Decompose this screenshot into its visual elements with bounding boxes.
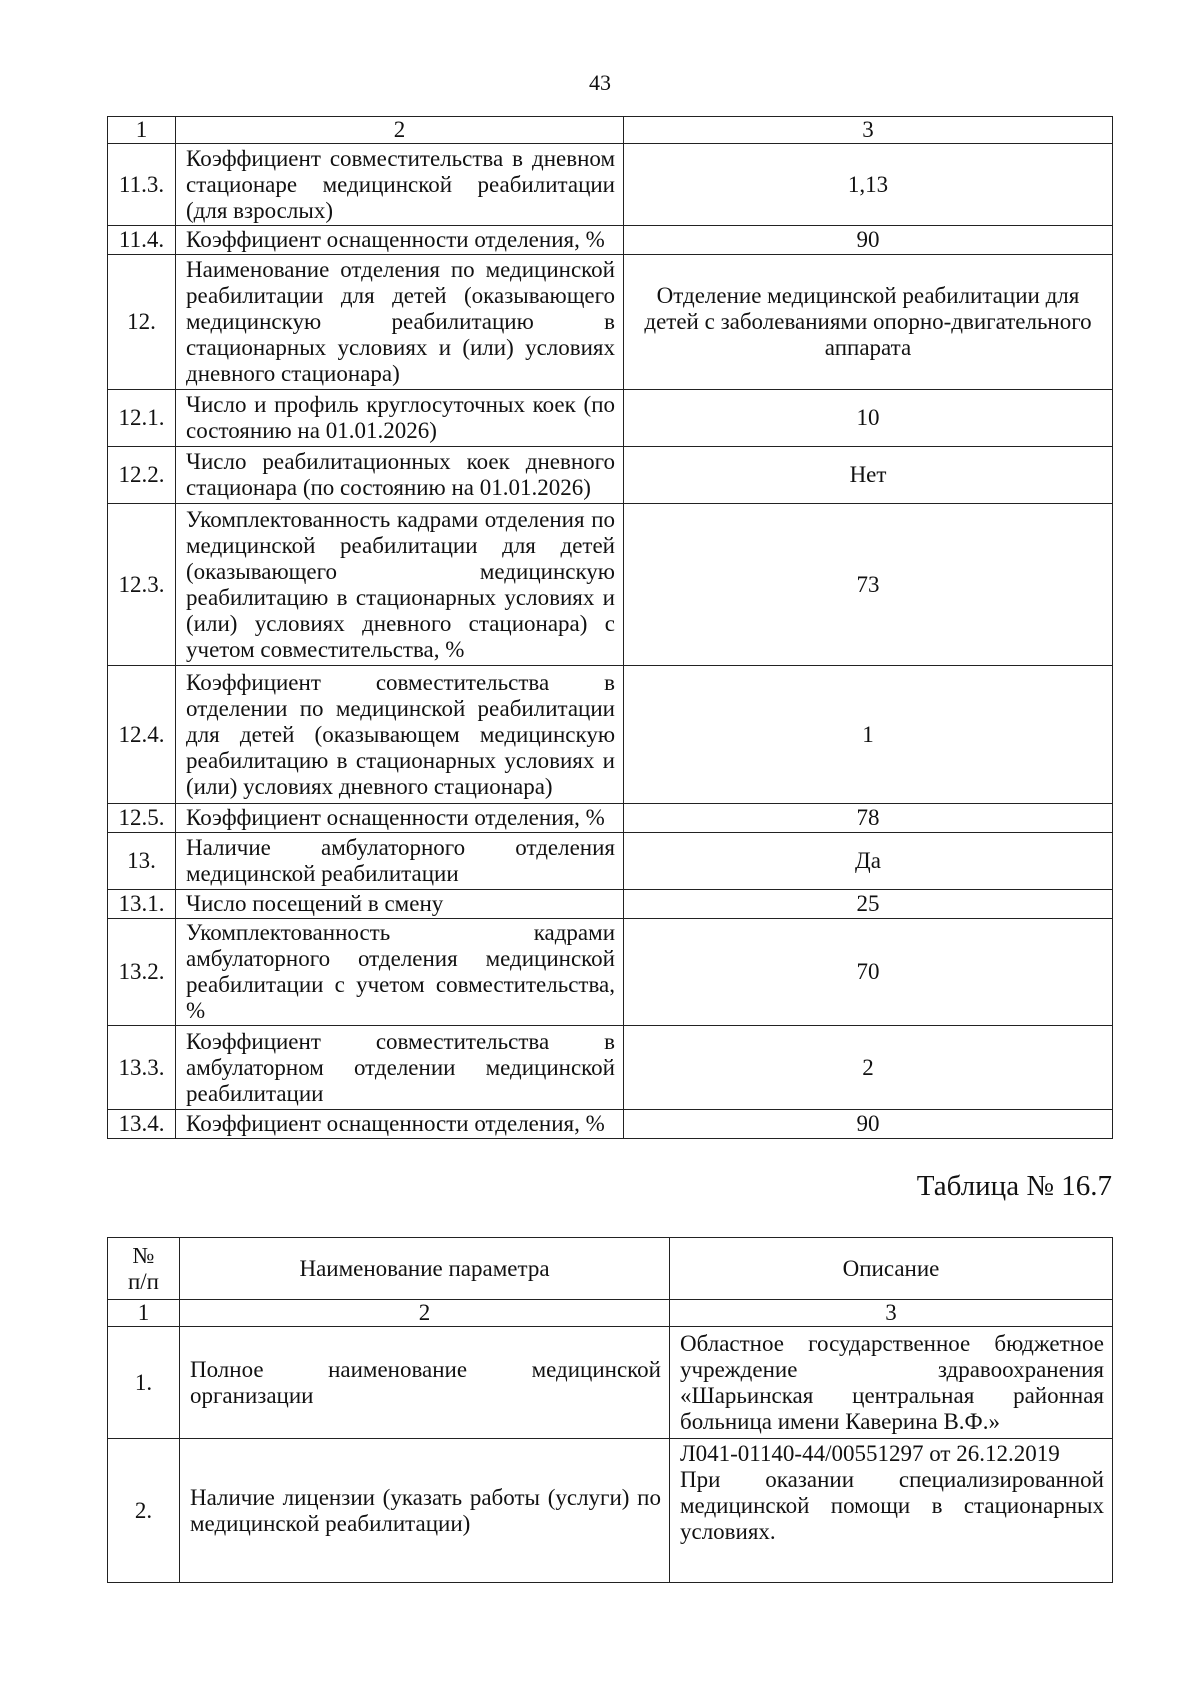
column-header-number: [108, 1238, 180, 1300]
table-row: [108, 504, 1113, 666]
column-header-parameter: Наименование параметра: [180, 1238, 670, 1300]
row-number: 13.: [108, 833, 176, 890]
table-row: [108, 890, 1113, 919]
column-header-description: Описание: [670, 1238, 1113, 1300]
row-value: Да: [624, 833, 1113, 890]
row-number: 12.4.: [108, 666, 176, 804]
column-index-1: 1: [108, 1300, 180, 1327]
row-number: 13.1.: [108, 890, 176, 919]
row-number: 12.3.: [108, 504, 176, 666]
row-value: Отделение медицинской реабилитации для детей с заболеваниями опорно-двигательного аппарата: [624, 255, 1113, 390]
row-value: 70: [624, 919, 1113, 1026]
table-row: [108, 1439, 1113, 1583]
row-parameter: Число реабилитационных коек дневного стационара (по состоянию на 01.01.2026): [176, 447, 624, 504]
column-index-3: 3: [670, 1300, 1113, 1327]
column-index-2: 2: [176, 117, 624, 144]
row-parameter: Наличие лицензии (указать работы (услуги) по медицинской реабилитации): [180, 1439, 670, 1583]
row-parameter: Укомплектованность кадрами амбулаторного отделения медицинской реабилитации с учетом совместительства, %: [176, 919, 624, 1026]
row-value: 10: [624, 390, 1113, 447]
row-number: 13.2.: [108, 919, 176, 1026]
row-parameter: Коэффициент оснащенности отделения, %: [176, 1110, 624, 1139]
table-header-row: [108, 1238, 1113, 1300]
row-number: 11.3.: [108, 144, 176, 226]
parameters-table-continued: [107, 116, 1113, 1139]
row-parameter: Полное наименование медицинской организации: [180, 1327, 670, 1439]
row-parameter: Коэффициент совместительства в амбулаторном отделении медицинской реабилитации: [176, 1026, 624, 1110]
row-value: 90: [624, 1110, 1113, 1139]
table-row: [108, 447, 1113, 504]
license-number: Л041-01140-44/00551297 от 26.12.2019: [680, 1441, 1060, 1466]
row-parameter: Число посещений в смену: [176, 890, 624, 919]
row-value: 1: [624, 666, 1113, 804]
table-row: [108, 1110, 1113, 1139]
table-row: [108, 833, 1113, 890]
page-number: 43: [589, 70, 611, 95]
row-value: 73: [624, 504, 1113, 666]
row-number: 2.: [108, 1439, 180, 1583]
number-sign: №: [132, 1242, 155, 1268]
row-parameter: Наличие амбулаторного отделения медицинской реабилитации: [176, 833, 624, 890]
row-value: 78: [624, 804, 1113, 833]
row-parameter: Число и профиль круглосуточных коек (по состоянию на 01.01.2026): [176, 390, 624, 447]
table-row: [108, 804, 1113, 833]
column-index-2: 2: [180, 1300, 670, 1327]
column-index-3: 3: [624, 117, 1113, 144]
row-parameter: Наименование отделения по медицинской реабилитации для детей (оказывающего медицинскую реабилитацию в стационарных условиях и (или) условиях дневного стационара): [176, 255, 624, 390]
row-description: [670, 1439, 1113, 1583]
row-value: Нет: [624, 447, 1113, 504]
organization-table: [107, 1237, 1113, 1583]
row-number: 13.3.: [108, 1026, 176, 1110]
license-scope: При оказании специализированной медицинской помощи в стационарных условиях.: [680, 1467, 1104, 1544]
row-value: 25: [624, 890, 1113, 919]
table-row: [108, 919, 1113, 1026]
row-number: 12.1.: [108, 390, 176, 447]
table-header-row: [108, 117, 1113, 144]
row-number: 1.: [108, 1327, 180, 1439]
table-row: [108, 1327, 1113, 1439]
row-value: 1,13: [624, 144, 1113, 226]
row-number: 13.4.: [108, 1110, 176, 1139]
row-description: Областное государственное бюджетное учреждение здравоохранения «Шарьинская центральная районная больница имени Каверина В.Ф.»: [670, 1327, 1113, 1439]
table-row: [108, 255, 1113, 390]
table-row: [108, 1026, 1113, 1110]
row-parameter: Коэффициент совместительства в дневном стационаре медицинской реабилитации (для взрослых): [176, 144, 624, 226]
row-value: 2: [624, 1026, 1113, 1110]
table-row: [108, 144, 1113, 226]
column-index-1: 1: [108, 117, 176, 144]
row-parameter: Коэффициент совместительства в отделении по медицинской реабилитации для детей (оказывающем медицинскую реабилитацию в стационарных условиях и (или) условиях дневного стационара): [176, 666, 624, 804]
table-caption: Таблица № 16.7: [916, 1170, 1112, 1202]
row-number: 11.4.: [108, 226, 176, 255]
number-abbreviation: п/п: [127, 1268, 159, 1294]
row-number: 12.: [108, 255, 176, 390]
row-parameter: Коэффициент оснащенности отделения, %: [176, 804, 624, 833]
row-parameter: Коэффициент оснащенности отделения, %: [176, 226, 624, 255]
table-row: [108, 666, 1113, 804]
row-value: 90: [624, 226, 1113, 255]
table-row: [108, 390, 1113, 447]
row-number: 12.2.: [108, 447, 176, 504]
row-number: 12.5.: [108, 804, 176, 833]
row-parameter: Укомплектованность кадрами отделения по медицинской реабилитации для детей (оказывающего медицинскую реабилитацию в стационарных условиях и (или) условиях дневного стационара) с учетом совместительства, %: [176, 504, 624, 666]
table-row: [108, 226, 1113, 255]
table-index-row: [108, 1300, 1113, 1327]
